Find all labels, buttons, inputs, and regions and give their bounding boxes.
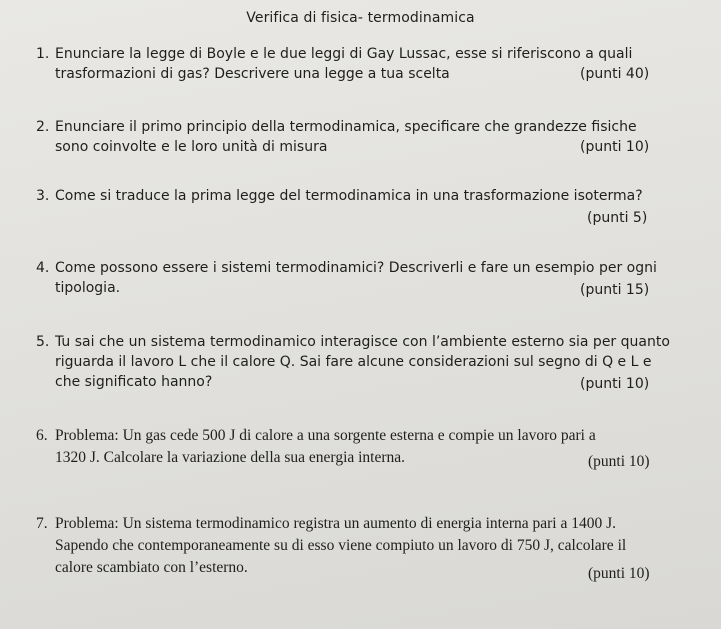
question-points: (punti 10) bbox=[580, 139, 650, 155]
question-text-line: Problema: Un gas cede 500 J di calore a una sorgente esterna e compie un lavoro pari a bbox=[55, 427, 596, 444]
question-text-line: che significato hanno? bbox=[55, 374, 213, 390]
question-text-line: Come possono essere i sistemi termodinamici? Descriverli e fare un esempio per ogni bbox=[55, 260, 657, 276]
question-points: (punti 15) bbox=[580, 282, 650, 298]
question-text-line: Tu sai che un sistema termodinamico interagisce con l’ambiente esterno sia per quanto bbox=[55, 334, 670, 350]
question-4 bbox=[0, 258, 721, 302]
question-points: (punti 40) bbox=[580, 66, 650, 82]
question-6 bbox=[0, 425, 721, 471]
question-points: (punti 10) bbox=[588, 453, 650, 470]
question-text-line: Problema: Un sistema termodinamico registra un aumento di energia interna pari a 1400 J. bbox=[55, 515, 617, 532]
question-number: 7. bbox=[36, 515, 48, 532]
question-number: 4. bbox=[36, 260, 50, 276]
question-text-line: trasformazioni di gas? Descrivere una legge a tua scelta bbox=[55, 66, 450, 82]
question-7 bbox=[0, 513, 721, 583]
question-points: (punti 5) bbox=[587, 210, 648, 226]
question-text-line: 1320 J. Calcolare la variazione della sua energia interna. bbox=[55, 449, 406, 466]
question-number: 1. bbox=[36, 46, 50, 62]
question-text-line: Come si traduce la prima legge del termodinamica in una trasformazione isoterma? bbox=[55, 188, 643, 204]
question-number: 5. bbox=[36, 334, 50, 350]
question-number: 3. bbox=[36, 188, 50, 204]
question-points: (punti 10) bbox=[580, 376, 650, 392]
question-points: (punti 10) bbox=[588, 565, 650, 582]
question-text-line: tipologia. bbox=[55, 280, 121, 296]
question-number: 2. bbox=[36, 119, 50, 135]
question-2 bbox=[0, 117, 721, 161]
question-number: 6. bbox=[36, 427, 48, 444]
question-text-line: calore scambiato con l’esterno. bbox=[55, 559, 248, 576]
question-text-line: Sapendo che contemporaneamente su di esso viene compiuto un lavoro di 750 J, calcolare il bbox=[55, 537, 627, 554]
question-text-line: Enunciare la legge di Boyle e le due leggi di Gay Lussac, esse si riferiscono a quali bbox=[55, 46, 633, 62]
question-text-line: sono coinvolte e le loro unità di misura bbox=[55, 139, 328, 155]
question-5 bbox=[0, 332, 721, 396]
question-3 bbox=[0, 186, 721, 230]
page-title: Verifica di fisica- termodinamica bbox=[246, 10, 475, 26]
question-1 bbox=[0, 44, 721, 88]
question-text-line: Enunciare il primo principio della termodinamica, specificare che grandezze fisiche bbox=[55, 119, 637, 135]
question-text-line: riguarda il lavoro L che il calore Q. Sai fare alcune considerazioni sul segno di Q e L e bbox=[55, 354, 652, 370]
